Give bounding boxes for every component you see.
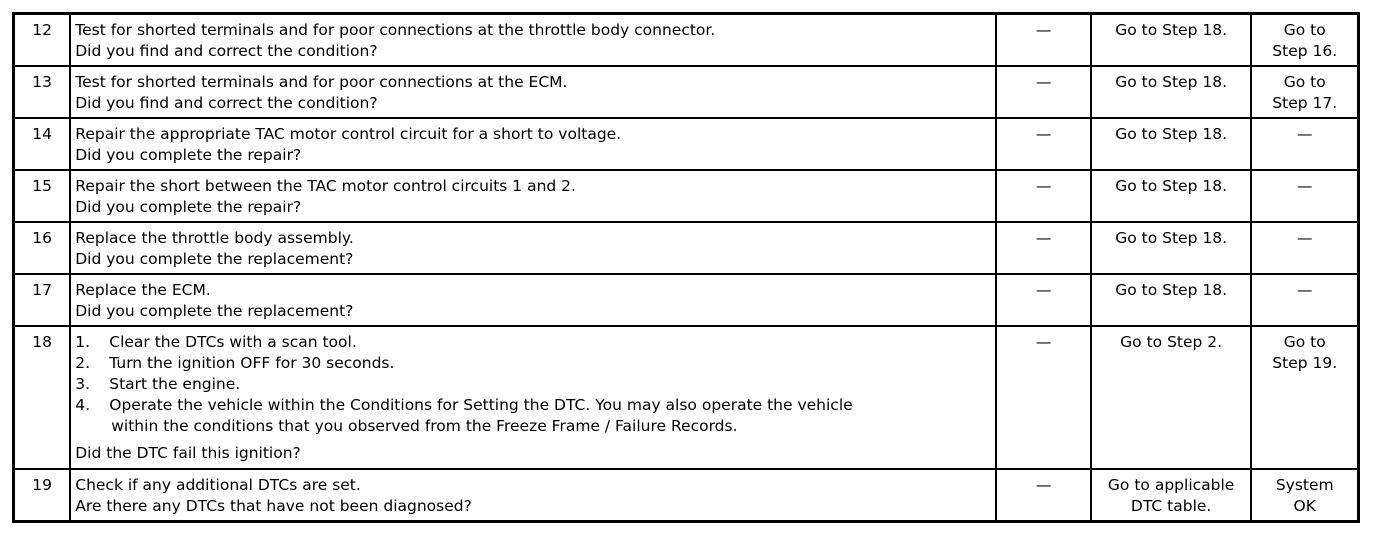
- list-item-number: 1.: [75, 333, 91, 351]
- list-item-continuation: within the conditions that you observed from the Freeze Frame / Failure Records.: [111, 417, 738, 435]
- no-text-line1: Go to: [1283, 333, 1326, 351]
- question-text: Did you find and correct the condition?: [75, 42, 378, 60]
- no-cell: [1251, 118, 1358, 170]
- table-row: [14, 170, 1359, 222]
- table-row: [14, 326, 1359, 469]
- diagnostic-table: [12, 12, 1360, 523]
- yes-cell: Go to Step 18.: [1091, 118, 1252, 170]
- action-text: Replace the ECM.: [75, 281, 211, 299]
- value-cell: —: [996, 170, 1090, 222]
- step-number: 17: [14, 274, 71, 326]
- value-cell: —: [996, 326, 1090, 469]
- question-text: Are there any DTCs that have not been diagnosed?: [75, 497, 472, 515]
- step-number: 18: [14, 326, 71, 469]
- no-text-line1: —: [1296, 125, 1313, 143]
- yes-cell: Go to Step 18.: [1091, 170, 1252, 222]
- action-text: Test for shorted terminals and for poor connections at the ECM.: [75, 73, 568, 91]
- table-row: [14, 14, 1359, 67]
- diagnostic-table-wrapper: [12, 12, 1360, 523]
- value-cell: —: [996, 14, 1090, 67]
- no-cell: [1251, 469, 1358, 522]
- action-cell: [70, 14, 996, 67]
- list-item: [75, 395, 991, 437]
- question-text: Did you find and correct the condition?: [75, 94, 378, 112]
- question-text: Did you complete the replacement?: [75, 250, 354, 268]
- table-row: [14, 274, 1359, 326]
- no-cell: [1251, 274, 1358, 326]
- list-item-text: Operate the vehicle within the Conditions for Setting the DTC. You may also operate the vehicle: [109, 396, 853, 414]
- no-text-line1: Go to: [1283, 73, 1326, 91]
- action-cell: [70, 326, 996, 469]
- value-cell: —: [996, 469, 1090, 522]
- yes-cell: [1091, 469, 1252, 522]
- action-text: Test for shorted terminals and for poor connections at the throttle body connector.: [75, 21, 716, 39]
- no-text-line1: Go to: [1283, 21, 1326, 39]
- step-number: 13: [14, 66, 71, 118]
- action-cell: [70, 118, 996, 170]
- value-cell: —: [996, 222, 1090, 274]
- no-text-line2: Step 19.: [1272, 354, 1338, 372]
- value-cell: —: [996, 66, 1090, 118]
- table-row: [14, 469, 1359, 522]
- yes-cell: Go to Step 18.: [1091, 66, 1252, 118]
- yes-text-line2: DTC table.: [1130, 497, 1212, 515]
- action-text: Repair the short between the TAC motor control circuits 1 and 2.: [75, 177, 576, 195]
- table-row: [14, 66, 1359, 118]
- value-cell: —: [996, 274, 1090, 326]
- list-item: [75, 374, 991, 395]
- action-text: Replace the throttle body assembly.: [75, 229, 354, 247]
- no-text-line1: —: [1296, 229, 1313, 247]
- question-text: Did the DTC fail this ignition?: [75, 444, 301, 462]
- list-item-text: Turn the ignition OFF for 30 seconds.: [109, 354, 395, 372]
- step-number: 14: [14, 118, 71, 170]
- no-cell: [1251, 14, 1358, 67]
- list-item: [75, 332, 991, 353]
- no-cell: [1251, 66, 1358, 118]
- question-text: Did you complete the replacement?: [75, 302, 354, 320]
- table-row: [14, 222, 1359, 274]
- action-cell: [70, 66, 996, 118]
- no-text-line2: OK: [1293, 497, 1316, 515]
- step-number: 19: [14, 469, 71, 522]
- no-text-line2: Step 17.: [1272, 94, 1338, 112]
- yes-text-line1: Go to applicable: [1107, 476, 1235, 494]
- list-item-number: 4.: [75, 396, 91, 414]
- list-item: [75, 353, 991, 374]
- value-cell: —: [996, 118, 1090, 170]
- step-number: 15: [14, 170, 71, 222]
- action-text: Repair the appropriate TAC motor control circuit for a short to voltage.: [75, 125, 622, 143]
- no-text-line2: Step 16.: [1272, 42, 1338, 60]
- no-cell: [1251, 326, 1358, 469]
- table-row: [14, 118, 1359, 170]
- no-cell: [1251, 170, 1358, 222]
- no-cell: [1251, 222, 1358, 274]
- action-cell: [70, 469, 996, 522]
- list-item-text: Start the engine.: [109, 375, 241, 393]
- no-text-line1: —: [1296, 177, 1313, 195]
- yes-cell: Go to Step 18.: [1091, 222, 1252, 274]
- step-number: 12: [14, 14, 71, 67]
- action-cell: [70, 222, 996, 274]
- question-text: Did you complete the repair?: [75, 146, 302, 164]
- no-text-line1: —: [1296, 281, 1313, 299]
- action-cell: [70, 274, 996, 326]
- action-text: Check if any additional DTCs are set.: [75, 476, 361, 494]
- list-item-number: 2.: [75, 354, 91, 372]
- yes-cell: Go to Step 18.: [1091, 14, 1252, 67]
- action-cell: [70, 170, 996, 222]
- yes-cell: Go to Step 18.: [1091, 274, 1252, 326]
- procedure-list: [75, 332, 991, 437]
- yes-cell: Go to Step 2.: [1091, 326, 1252, 469]
- no-text-line1: System: [1275, 476, 1334, 494]
- list-item-number: 3.: [75, 375, 91, 393]
- question-text: Did you complete the repair?: [75, 198, 302, 216]
- step-number: 16: [14, 222, 71, 274]
- list-item-text: Clear the DTCs with a scan tool.: [109, 333, 357, 351]
